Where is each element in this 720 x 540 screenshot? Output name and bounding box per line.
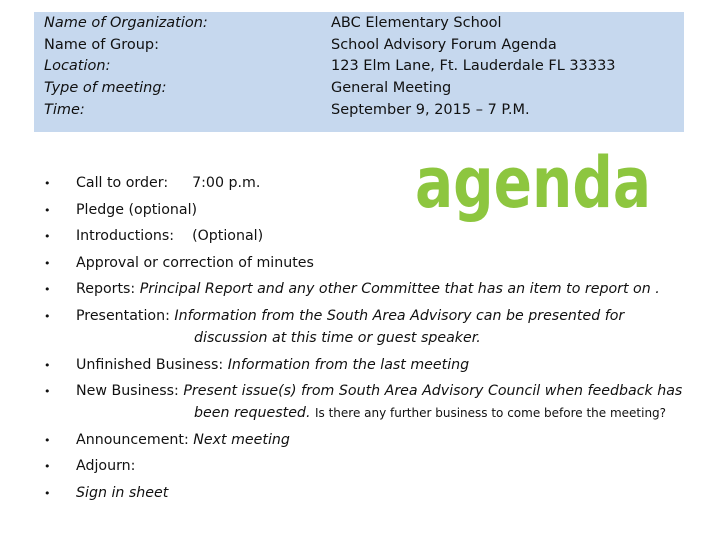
bullet-icon: • bbox=[44, 460, 51, 473]
item-detail: Present issue(s) from South Area Advisory Council when feedback has bbox=[183, 383, 683, 399]
bullet-icon: • bbox=[44, 177, 51, 190]
bullet-icon: • bbox=[44, 204, 51, 217]
item-detail: Information from the South Area Advisory can be presented for bbox=[174, 308, 625, 324]
item-detail: Next meeting bbox=[193, 432, 290, 448]
location-label: Location: bbox=[44, 58, 111, 75]
time-value: September 9, 2015 – 7 P.M. bbox=[331, 101, 530, 118]
further-business-question: Is there any further business to come before the meeting? bbox=[314, 406, 667, 420]
group-label: Name of Group: bbox=[44, 36, 160, 53]
item-label: Adjourn: bbox=[76, 458, 136, 474]
meeting-info-labels bbox=[44, 13, 208, 122]
new-business-cont-text: been requested. bbox=[194, 405, 311, 421]
bullet-icon: • bbox=[44, 385, 51, 398]
bullet-icon: • bbox=[44, 230, 51, 243]
bullet-icon: • bbox=[44, 487, 51, 500]
item-label: Unfinished Business: bbox=[76, 357, 224, 373]
meeting-type-label: Type of meeting: bbox=[44, 80, 167, 97]
item-label: Approval or correction of minutes bbox=[76, 255, 314, 271]
item-detail: Information from the last meeting bbox=[227, 357, 470, 373]
bullet-icon: • bbox=[44, 257, 51, 270]
agenda-logo bbox=[415, 142, 655, 245]
item-label: Sign in sheet bbox=[76, 485, 169, 501]
item-detail: 7:00 p.m. bbox=[192, 175, 261, 191]
meeting-type-value: General Meeting bbox=[331, 80, 452, 97]
item-detail: (Optional) bbox=[192, 228, 264, 244]
new-business-continuation bbox=[194, 405, 666, 421]
meeting-info-values bbox=[331, 13, 616, 122]
organization-label: Name of Organization: bbox=[44, 15, 208, 31]
item-detail: Principal Report and any other Committee that has an item to report on . bbox=[139, 281, 660, 297]
item-label: Presentation: bbox=[76, 308, 170, 324]
bullet-icon: • bbox=[44, 283, 51, 296]
item-label: New Business: bbox=[76, 383, 179, 399]
item-label: Pledge (optional) bbox=[76, 202, 198, 218]
bullet-icon: • bbox=[44, 434, 51, 447]
item-label: Reports: bbox=[76, 281, 136, 297]
bullet-icon: • bbox=[44, 310, 51, 323]
presentation-continuation: discussion at this time or guest speaker. bbox=[194, 330, 481, 346]
location-value: 123 Elm Lane, Ft. Lauderdale FL 33333 bbox=[331, 58, 616, 75]
item-label: Call to order: bbox=[76, 175, 169, 191]
item-label: Announcement: bbox=[76, 432, 189, 448]
group-value: School Advisory Forum Agenda bbox=[331, 36, 557, 53]
bullet-icon: • bbox=[44, 359, 51, 372]
time-label: Time: bbox=[44, 101, 85, 118]
item-label: Introductions: bbox=[76, 228, 175, 244]
organization-value: ABC Elementary School bbox=[331, 15, 502, 31]
agenda-logo-text: agenda bbox=[415, 142, 651, 224]
